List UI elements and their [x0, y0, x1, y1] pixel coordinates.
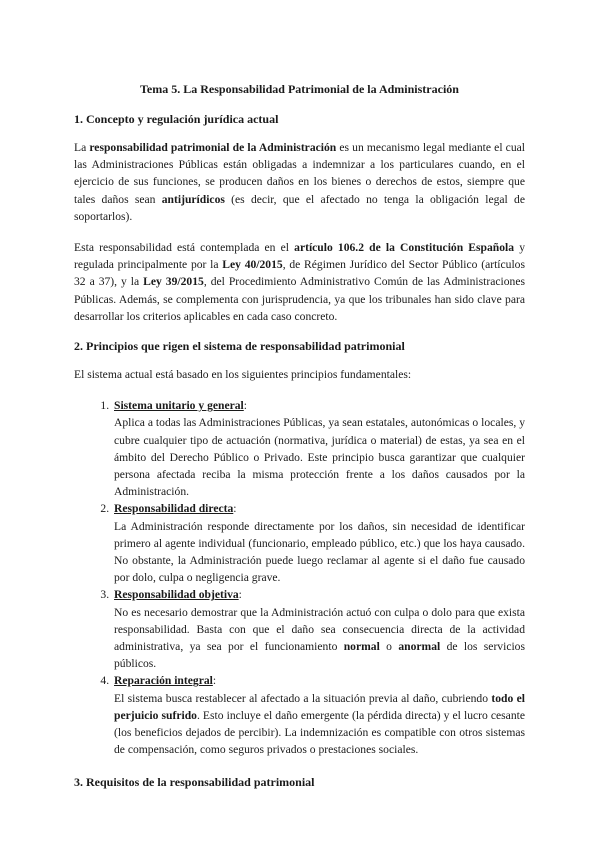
bold-term: Ley 39/2015 — [143, 275, 204, 289]
list-item — [112, 500, 525, 586]
text-run: y regulada principalmente por la — [74, 241, 525, 272]
section-2-heading: 2. Principios que rigen el sistema de responsabilidad patrimonial — [74, 339, 405, 354]
principle-body: La Administración responde directamente por los daños, sin necesidad de identificar primero al agente individual (funcionario, empleado público, etc.) que los haya causado. No obstante, la Administración puede luego reclamar al agente si el daño fue causado por dolo, culpa o negligencia grave. — [114, 519, 525, 585]
principles-list — [74, 397, 525, 758]
bold-term: anormal — [398, 640, 441, 654]
section-2-intro: El sistema actual está basado en los siguientes principios fundamentales: — [74, 368, 412, 382]
bold-term: normal — [343, 640, 380, 654]
text-run: , de Régimen Jurídico del Sector Público (artículos 32 a 37), y la — [74, 258, 525, 289]
principle-title: Sistema unitario y general — [114, 399, 244, 413]
principle-body — [114, 604, 525, 673]
colon: : — [212, 674, 217, 688]
section-1-paragraph-2 — [74, 239, 525, 325]
principle-title: Reparación integral — [114, 674, 213, 688]
principle-title: Responsabilidad objetiva — [114, 588, 239, 602]
list-item — [112, 397, 525, 500]
text-run: Esta responsabilidad está contemplada en el — [74, 241, 295, 255]
text-run: La — [74, 141, 90, 154]
list-item — [112, 672, 525, 758]
principle-body — [114, 690, 525, 759]
section-1-paragraph-1 — [74, 139, 525, 225]
text-run: No es necesario demostrar que la Administración actuó con culpa o dolo para que exista responsabilidad. Basta con que el daño sea consecuencia directa de la actividad administrativa, ya sea por el funcionamiento — [114, 605, 525, 654]
bold-term: Ley 40/2015 — [222, 258, 283, 272]
bold-term: artículo 106.2 de la Constitución Española — [294, 241, 515, 255]
text-run: , del Procedimiento Administrativo Común de las Administraciones Públicas. Además, se complementa con jurisprudencia, ya que los tribunales han sido clave para desarrollar los criterios aplicables en cada caso concreto. — [74, 275, 526, 323]
section-1-heading: 1. Concepto y regulación jurídica actual — [74, 112, 279, 126]
text-run: de los servicios públicos. — [114, 640, 525, 671]
colon: : — [243, 399, 248, 413]
bold-term: responsabilidad patrimonial de la Administración — [89, 141, 337, 154]
principle-body: Aplica a todas las Administraciones Públicas, ya sean estatales, autonómicas o locales, y cubre cualquier tipo de actuación (normativa, jurídica o material) de estas, ya sea en el ámbito del Derecho Público o Privado. Este principio busca garantizar que cualquier persona afectada reciba la misma protección frente a los daños causados por la Administración. — [114, 416, 525, 499]
section-3-heading: 3. Requisitos de la responsabilidad patrimonial — [74, 774, 315, 789]
text-run: . Esto incluye el daño emergente (la pérdida directa) y el lucro cesante (los beneficios dejados de percibir). La indemnización es compatible con otros sistemas de compensación, como seguros privados o prestaciones sociales. — [114, 708, 525, 757]
colon: : — [233, 502, 237, 516]
document-title: Tema 5. La Responsabilidad Patrimonial de la Administración — [140, 82, 459, 96]
list-item — [112, 586, 525, 672]
bold-term: antijurídicos — [161, 192, 225, 206]
text-run: (es decir, que el afectado no tenga la obligación legal de soportarlos). — [74, 192, 525, 223]
text-run: es un mecanismo legal mediante el cual las Administraciones Públicas están obligadas a indemnizar a los particulares cuando, en el ejercicio de sus funciones, se producen daños en los bienes o derechos de estos, siempre que tales daños sean — [74, 141, 525, 206]
principle-title: Responsabilidad directa — [114, 502, 234, 516]
text-run: El sistema busca restablecer al afectado a la situación previa al daño, cubriendo — [114, 691, 492, 705]
bold-term: todo el perjuicio sufrido — [114, 691, 525, 722]
colon: : — [238, 588, 242, 602]
document-page — [74, 76, 525, 802]
text-run: o — [379, 640, 399, 654]
